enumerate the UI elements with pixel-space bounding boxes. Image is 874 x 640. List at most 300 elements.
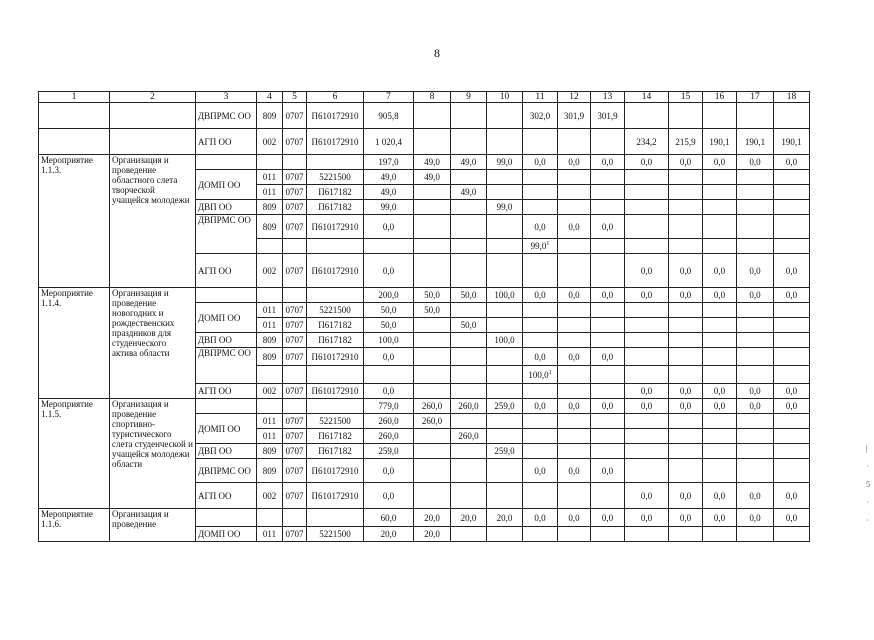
value-cell (558, 414, 591, 429)
value-cell (487, 384, 523, 399)
value-cell (774, 527, 810, 542)
value-cell: 260,0 (451, 399, 487, 414)
code-cell: 5221500 (307, 303, 364, 318)
code-cell: 0707 (283, 527, 307, 542)
value-cell: 0,0 (523, 215, 558, 239)
value-cell (591, 444, 625, 459)
value-cell (774, 348, 810, 366)
value-cell: 190,1 (703, 129, 737, 155)
value-cell (774, 303, 810, 318)
value-cell: 0,0 (737, 254, 774, 288)
value-cell (737, 527, 774, 542)
value-cell (487, 483, 523, 509)
value-cell (487, 414, 523, 429)
code-cell: 0707 (283, 429, 307, 444)
code-cell (257, 399, 283, 414)
value-cell (558, 527, 591, 542)
value-cell: 779,0 (364, 399, 414, 414)
value-cell (669, 333, 703, 348)
code-cell: 011 (257, 429, 283, 444)
value-cell: 259,0 (487, 444, 523, 459)
value-cell: 197,0 (364, 155, 414, 170)
value-cell (669, 444, 703, 459)
value-cell: 0,0 (591, 509, 625, 527)
value-cell (669, 414, 703, 429)
code-cell (257, 366, 283, 384)
event-cell: Мероприятие 1.1.3. (39, 155, 110, 288)
code-cell: 0707 (283, 185, 307, 200)
code-cell: 5221500 (307, 527, 364, 542)
value-cell: 0,0 (703, 509, 737, 527)
event-cell: Мероприятие 1.1.5. (39, 399, 110, 509)
code-cell: П610172910 (307, 215, 364, 239)
value-cell (703, 366, 737, 384)
value-cell (487, 170, 523, 185)
value-cell (669, 527, 703, 542)
value-cell: 0,0 (591, 155, 625, 170)
value-cell: 0,0 (625, 254, 669, 288)
value-cell: 200,0 (364, 288, 414, 303)
value-cell: 0,0 (669, 254, 703, 288)
value-cell (625, 303, 669, 318)
organization-cell (196, 509, 257, 527)
value-cell: 20,0 (414, 527, 451, 542)
event-cell (39, 129, 110, 155)
value-cell (558, 239, 591, 254)
code-cell: П617182 (307, 200, 364, 215)
code-cell: П610172910 (307, 483, 364, 509)
value-cell (737, 215, 774, 239)
value-cell: 0,0 (625, 288, 669, 303)
value-cell (703, 185, 737, 200)
value-cell: 0,0 (625, 509, 669, 527)
value-cell (591, 333, 625, 348)
code-cell (307, 366, 364, 384)
value-cell (451, 444, 487, 459)
value-cell (487, 254, 523, 288)
col-header: 2 (110, 92, 196, 103)
value-cell (487, 527, 523, 542)
value-cell: 260,0 (364, 429, 414, 444)
value-cell (625, 239, 669, 254)
value-cell (414, 459, 451, 483)
value-cell (523, 200, 558, 215)
description-cell: Организация и проведение (110, 509, 196, 542)
value-cell (703, 444, 737, 459)
col-header: 1 (39, 92, 110, 103)
code-cell (307, 288, 364, 303)
value-cell (737, 459, 774, 483)
value-cell: 0,0 (625, 155, 669, 170)
value-cell: 50,0 (451, 318, 487, 333)
description-cell: Организация и проведение областного слета творческой учащейся молодежи (110, 155, 196, 288)
value-cell (737, 239, 774, 254)
value-cell: 100,0 (487, 288, 523, 303)
value-cell (669, 366, 703, 384)
code-cell: 0707 (283, 333, 307, 348)
value-cell (737, 303, 774, 318)
value-cell (414, 254, 451, 288)
col-header: 5 (283, 92, 307, 103)
value-cell: 0,0 (703, 384, 737, 399)
value-cell: 0,0 (591, 215, 625, 239)
organization-cell: АГП ОО (196, 384, 257, 399)
value-cell: 0,0 (703, 288, 737, 303)
value-cell (451, 129, 487, 155)
value-cell: 50,0 (364, 303, 414, 318)
col-header: 9 (451, 92, 487, 103)
code-cell: 809 (257, 444, 283, 459)
footnote-mark: 1 (546, 241, 550, 247)
organization-cell: ДВПРМС ОО (196, 103, 257, 129)
value-cell: 905,8 (364, 103, 414, 129)
value-cell: 0,0 (558, 155, 591, 170)
table-row (39, 288, 810, 303)
value-cell (558, 185, 591, 200)
value-cell (625, 444, 669, 459)
margin-mark: 5 (866, 480, 870, 489)
value-cell: 0,0 (558, 348, 591, 366)
value-cell (737, 170, 774, 185)
organization-cell: ДВП ОО (196, 444, 257, 459)
value-cell (737, 366, 774, 384)
value-cell: 0,0 (737, 509, 774, 527)
value-cell (703, 348, 737, 366)
value-cell (414, 384, 451, 399)
value-cell (414, 333, 451, 348)
value-cell: 0,0 (364, 215, 414, 239)
value-cell (487, 318, 523, 333)
code-cell: 809 (257, 459, 283, 483)
value-cell: 0,0 (523, 288, 558, 303)
value-cell (451, 215, 487, 239)
code-cell: П610172910 (307, 348, 364, 366)
value-cell: 49,0 (414, 155, 451, 170)
value-cell: 234,2 (625, 129, 669, 155)
code-cell (257, 509, 283, 527)
col-header: 12 (558, 92, 591, 103)
value-cell: 0,0 (591, 459, 625, 483)
value-cell (669, 239, 703, 254)
value-cell: 0,0 (523, 399, 558, 414)
value-cell: 190,1 (774, 129, 810, 155)
value-cell: 215,9 (669, 129, 703, 155)
value-cell (451, 527, 487, 542)
value-cell: 0,0 (669, 288, 703, 303)
value-cell (703, 103, 737, 129)
code-cell (283, 155, 307, 170)
scan-margin-marks (866, 440, 870, 530)
value-cell (523, 239, 558, 254)
value-cell: 100,0 (364, 333, 414, 348)
code-cell: П610172910 (307, 384, 364, 399)
value-cell (703, 333, 737, 348)
code-cell (283, 399, 307, 414)
value-cell: 0,0 (591, 288, 625, 303)
code-cell: 011 (257, 318, 283, 333)
table-row (39, 155, 810, 170)
value-cell (625, 103, 669, 129)
value-cell (591, 429, 625, 444)
value-cell (364, 366, 414, 384)
organization-cell: АГП ОО (196, 254, 257, 288)
code-cell (257, 155, 283, 170)
value-cell (414, 103, 451, 129)
value-cell (625, 318, 669, 333)
col-header: 8 (414, 92, 451, 103)
value-cell (669, 170, 703, 185)
value-cell (451, 303, 487, 318)
code-cell: П610172910 (307, 459, 364, 483)
value-cell (414, 129, 451, 155)
value-cell: 302,0 (523, 103, 558, 129)
organization-cell: ДВПРМС ОО (196, 215, 257, 254)
col-header: 13 (591, 92, 625, 103)
value-cell: 0,0 (558, 215, 591, 239)
value-cell (487, 103, 523, 129)
code-cell (283, 509, 307, 527)
value-cell: 0,0 (669, 483, 703, 509)
value-cell (737, 333, 774, 348)
value-cell (451, 366, 487, 384)
value-cell (558, 483, 591, 509)
value-cell (669, 200, 703, 215)
code-cell: 0707 (283, 348, 307, 366)
value-cell: 20,0 (414, 509, 451, 527)
value-cell (414, 348, 451, 366)
value-cell (625, 333, 669, 348)
event-cell: Мероприятие 1.1.6. (39, 509, 110, 542)
value-cell: 50,0 (414, 303, 451, 318)
value-cell (523, 527, 558, 542)
code-cell: П617182 (307, 185, 364, 200)
value-cell (737, 318, 774, 333)
code-cell: П610172910 (307, 254, 364, 288)
value-cell: 0,0 (523, 155, 558, 170)
value-cell (774, 170, 810, 185)
value-cell (414, 215, 451, 239)
value-cell (774, 200, 810, 215)
col-header: 6 (307, 92, 364, 103)
code-cell: 002 (257, 384, 283, 399)
value-cell (364, 239, 414, 254)
code-cell: 5221500 (307, 170, 364, 185)
organization-cell: АГП ОО (196, 483, 257, 509)
value-cell: 49,0 (414, 170, 451, 185)
value-cell (414, 483, 451, 509)
value-cell (591, 384, 625, 399)
value-cell: 50,0 (414, 288, 451, 303)
code-cell: 0707 (283, 318, 307, 333)
value-cell (451, 239, 487, 254)
value-cell (558, 366, 591, 384)
value-cell: 0,0 (625, 384, 669, 399)
value-cell (523, 170, 558, 185)
code-cell (307, 399, 364, 414)
code-cell: П617182 (307, 429, 364, 444)
code-cell: П610172910 (307, 103, 364, 129)
margin-mark: · (866, 498, 869, 507)
table-row (39, 509, 810, 527)
value-cell (451, 459, 487, 483)
value-cell (558, 254, 591, 288)
value-cell (451, 200, 487, 215)
value-cell (591, 129, 625, 155)
value-cell: 0,0 (669, 509, 703, 527)
code-cell: 011 (257, 170, 283, 185)
code-cell (283, 288, 307, 303)
code-cell: 011 (257, 185, 283, 200)
value-cell (558, 170, 591, 185)
value-cell (523, 444, 558, 459)
value-cell: 0,0 (591, 399, 625, 414)
header-row (39, 92, 810, 103)
code-cell (283, 366, 307, 384)
code-cell: 809 (257, 333, 283, 348)
value-cell: 49,0 (451, 185, 487, 200)
code-cell: 0707 (283, 384, 307, 399)
value-cell (523, 333, 558, 348)
code-cell: 0707 (283, 459, 307, 483)
value-cell: 99,0 (487, 200, 523, 215)
value-cell: 0,0 (364, 384, 414, 399)
value-cell: 0,0 (774, 483, 810, 509)
code-cell: П617182 (307, 333, 364, 348)
event-cell (39, 103, 110, 129)
value-cell: 0,0 (364, 483, 414, 509)
table-row (39, 129, 810, 155)
value-cell: 20,0 (364, 527, 414, 542)
value-cell (703, 215, 737, 239)
value-cell (487, 129, 523, 155)
margin-mark: · (866, 516, 869, 525)
value-cell: 100,0 (487, 333, 523, 348)
value-cell (774, 459, 810, 483)
code-cell: 011 (257, 414, 283, 429)
value-cell: 50,0 (451, 288, 487, 303)
code-cell: 002 (257, 483, 283, 509)
organization-cell: ДВП ОО (196, 200, 257, 215)
code-cell: 011 (257, 303, 283, 318)
value-cell (774, 215, 810, 239)
value-cell (591, 303, 625, 318)
value-cell: 0,0 (669, 399, 703, 414)
page-number: 8 (434, 46, 440, 60)
code-cell: 002 (257, 254, 283, 288)
code-cell (257, 239, 283, 254)
value-cell (523, 303, 558, 318)
value-cell (558, 200, 591, 215)
value-cell: 0,0 (774, 384, 810, 399)
value-cell (487, 185, 523, 200)
value-cell (523, 129, 558, 155)
value-cell: 0,0 (703, 399, 737, 414)
value-cell: 301,9 (558, 103, 591, 129)
organization-cell: ДОМП ОО (196, 303, 257, 333)
value-cell: 0,0 (625, 399, 669, 414)
code-cell: 0707 (283, 215, 307, 239)
value-cell (523, 318, 558, 333)
value-cell (591, 318, 625, 333)
value-cell (625, 414, 669, 429)
value-cell: 20,0 (451, 509, 487, 527)
organization-cell: ДОМП ОО (196, 414, 257, 444)
value-cell (591, 239, 625, 254)
value-cell (625, 429, 669, 444)
value-cell: 0,0 (774, 288, 810, 303)
value-cell (591, 527, 625, 542)
value-cell (703, 318, 737, 333)
value-cell: 0,0 (558, 459, 591, 483)
value-text: 100,0 (528, 369, 549, 380)
col-header: 3 (196, 92, 257, 103)
value-cell (451, 414, 487, 429)
value-cell (451, 348, 487, 366)
value-cell: 1 020,4 (364, 129, 414, 155)
value-cell (451, 254, 487, 288)
value-cell: 0,0 (558, 399, 591, 414)
value-cell (414, 239, 451, 254)
value-cell (487, 429, 523, 444)
col-header: 16 (703, 92, 737, 103)
code-cell: 002 (257, 129, 283, 155)
value-cell (414, 366, 451, 384)
col-header: 10 (487, 92, 523, 103)
value-cell: 49,0 (451, 155, 487, 170)
organization-cell (196, 399, 257, 414)
value-cell (558, 129, 591, 155)
value-cell (703, 239, 737, 254)
value-cell: 260,0 (451, 429, 487, 444)
value-cell (523, 366, 558, 384)
value-cell (625, 527, 669, 542)
code-cell: 0707 (283, 103, 307, 129)
value-cell (625, 459, 669, 483)
code-cell: 0707 (283, 200, 307, 215)
code-cell (307, 155, 364, 170)
col-header: 4 (257, 92, 283, 103)
value-cell (558, 318, 591, 333)
value-cell (591, 185, 625, 200)
value-cell (451, 170, 487, 185)
value-cell: 259,0 (364, 444, 414, 459)
col-header: 17 (737, 92, 774, 103)
value-cell (625, 185, 669, 200)
value-cell: 301,9 (591, 103, 625, 129)
value-cell (774, 429, 810, 444)
value-cell (774, 414, 810, 429)
value-cell: 20,0 (487, 509, 523, 527)
organization-cell: ДВПРМС ОО (196, 348, 257, 384)
code-cell (257, 288, 283, 303)
value-cell (669, 348, 703, 366)
value-cell: 0,0 (669, 155, 703, 170)
value-cell: 0,0 (737, 399, 774, 414)
value-cell (414, 185, 451, 200)
code-cell: 0707 (283, 254, 307, 288)
value-cell: 99,0 (487, 155, 523, 170)
code-cell: 0707 (283, 414, 307, 429)
value-cell: 60,0 (364, 509, 414, 527)
description-cell (110, 129, 196, 155)
code-cell: П610172910 (307, 129, 364, 155)
event-cell: Мероприятие 1.1.4. (39, 288, 110, 399)
value-cell (591, 483, 625, 509)
value-cell (487, 239, 523, 254)
col-header: 14 (625, 92, 669, 103)
code-cell: 0707 (283, 303, 307, 318)
value-cell (591, 200, 625, 215)
